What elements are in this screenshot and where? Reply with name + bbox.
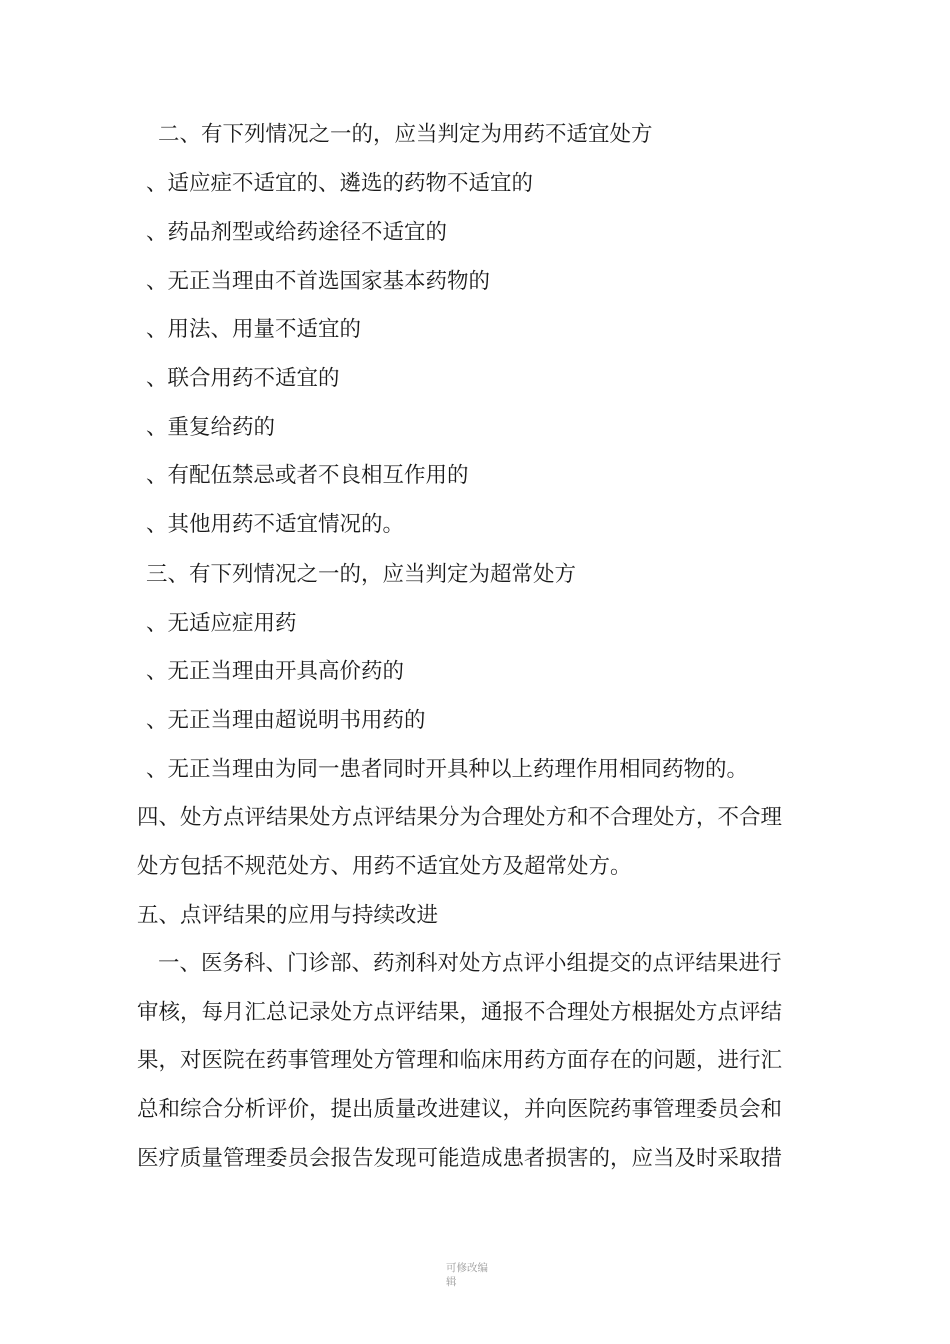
text-line: 果，对医院在药事管理处方管理和临床用药方面存在的问题，进行汇 — [137, 1048, 783, 1073]
text-line: 、药品剂型或给药途径不适宜的 — [146, 220, 448, 245]
text-line: 、无正当理由不首选国家基本药物的 — [146, 269, 491, 294]
text-line: 五、点评结果的应用与持续改进 — [137, 903, 439, 928]
text-line: 、适应症不适宜的、遴选的药物不适宜的 — [146, 171, 534, 196]
text-line: 、有配伍禁忌或者不良相互作用的 — [146, 463, 469, 488]
text-line: 医疗质量管理委员会报告发现可能造成患者损害的，应当及时采取措 — [137, 1146, 783, 1171]
text-line: 审核，每月汇总记录处方点评结果，通报不合理处方根据处方点评结 — [137, 1000, 783, 1025]
text-line: 、无正当理由开具高价药的 — [146, 659, 405, 684]
text-line: 、联合用药不适宜的 — [146, 366, 340, 391]
text-line: 、无适应症用药 — [146, 611, 297, 636]
text-line: 、其他用药不适宜情况的。 — [146, 512, 405, 537]
text-line: 、无正当理由超说明书用药的 — [146, 708, 426, 733]
footer-note: 可修改编辑 — [446, 1262, 488, 1288]
text-line: 二、有下列情况之一的，应当判定为用药不适宜处方 — [158, 122, 653, 147]
text-line: 四、处方点评结果处方点评结果分为合理处方和不合理处方，不合理 — [137, 805, 783, 830]
text-line: 一、医务科、门诊部、药剂科对处方点评小组提交的点评结果进行 — [158, 951, 782, 976]
text-line: 三、有下列情况之一的，应当判定为超常处方 — [146, 562, 577, 587]
text-line: 处方包括不规范处方、用药不适宜处方及超常处方。 — [137, 854, 632, 879]
text-line: 、重复给药的 — [146, 415, 276, 440]
text-line: 、用法、用量不适宜的 — [146, 317, 362, 342]
text-line: 、无正当理由为同一患者同时开具种以上药理作用相同药物的。 — [146, 757, 749, 782]
text-line: 总和综合分析评价，提出质量改进建议，并向医院药事管理委员会和 — [137, 1097, 783, 1122]
